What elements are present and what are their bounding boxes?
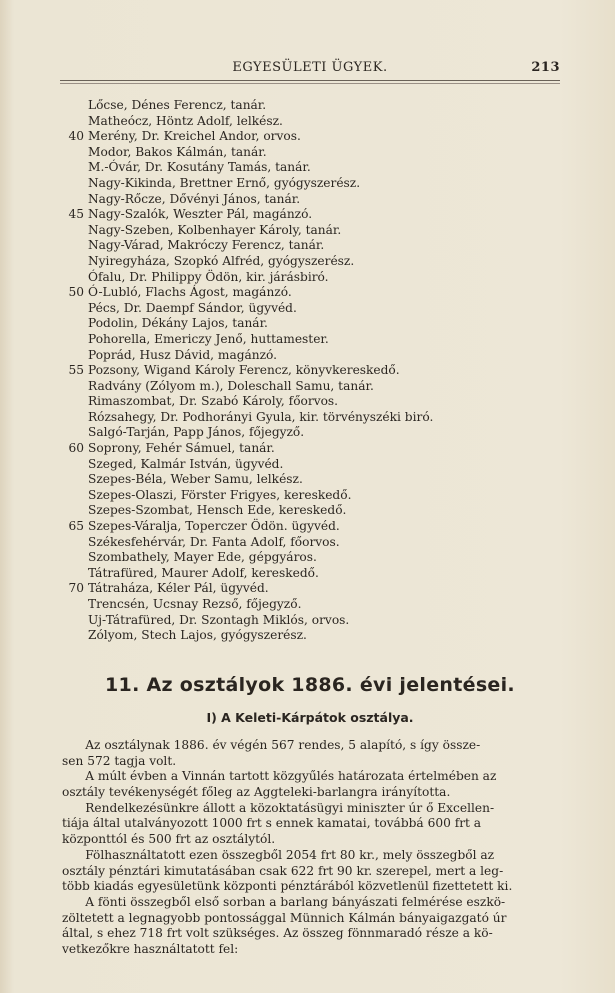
member-entry: Modor, Bakos Kálmán, tanár. <box>88 144 267 159</box>
member-entry: Tátrafüred, Maurer Adolf, kereskedő. <box>88 565 319 580</box>
member-row <box>54 114 554 130</box>
member-row <box>54 270 554 286</box>
member-row <box>54 223 554 239</box>
member-row <box>54 550 554 566</box>
line-number: 70 <box>68 581 84 596</box>
line-number: 60 <box>68 441 84 456</box>
member-row <box>54 457 554 473</box>
paragraph-line: Az osztálynak 1886. év végén 567 rendes, 5 alapító, s így össze- <box>62 738 481 752</box>
member-entry: Szepes-Olaszi, Förster Frigyes, kereskedő. <box>88 487 352 502</box>
member-entry: Tátraháza, Kéler Pál, ügyvéd. <box>88 581 269 596</box>
paragraph-line: központtól és 500 frt az osztálytól. <box>62 832 276 847</box>
member-entry: Ófalu, Dr. Philippy Ödön, kir. járásbiró. <box>88 269 329 284</box>
paragraph-line: zöltetett a legnagyobb pontossággal Münnich Kálmán bányaigazgató úr <box>62 910 507 925</box>
member-entry: Lőcse, Dénes Ferencz, tanár. <box>88 98 267 112</box>
member-entry: Nagy-Kikinda, Brettner Ernő, gyógyszerész. <box>88 175 361 190</box>
paragraph-line: Fölhasználtatott ezen összegből 2054 frt 80 kr., mely összegből az <box>62 847 495 862</box>
page-number: 213 <box>531 60 560 75</box>
member-entry: Trencsén, Ucsnay Rezső, főjegyző. <box>88 597 302 611</box>
member-entry: Uj-Tátrafüred, Dr. Szontagh Miklós, orvos. <box>88 612 350 627</box>
member-entry: Pohorella, Emericzy Jenő, huttamester. <box>88 331 329 346</box>
line-number: 55 <box>68 363 84 378</box>
member-list <box>54 98 554 644</box>
member-entry: Salgó-Tarján, Papp János, főjegyző. <box>88 425 305 440</box>
paragraph-line: tiája által utalványozott 1000 frt s ennek kamatai, továbbá 600 frt a <box>62 816 482 831</box>
report-paragraphs <box>62 738 558 958</box>
member-row <box>54 394 554 410</box>
member-entry: Nagy-Várad, Makróczy Ferencz, tanár. <box>88 238 325 253</box>
member-row <box>54 379 554 395</box>
member-entry: Szeged, Kalmár István, ügyvéd. <box>88 456 284 471</box>
member-entry: Szepes-Szombat, Hensch Ede, kereskedő. <box>88 503 347 518</box>
member-row <box>54 535 554 551</box>
line-number: 45 <box>68 207 84 222</box>
member-entry: Pécs, Dr. Daempf Sándor, ügyvéd. <box>88 300 297 315</box>
paragraph-line: A fönti összegből első sorban a barlang bányászati felmérése eszkö- <box>62 894 506 909</box>
member-row <box>54 238 554 254</box>
member-row <box>54 363 554 379</box>
member-row <box>54 566 554 582</box>
paragraph-line: vetkezőkre használtatott fel: <box>62 941 239 956</box>
paragraph-line: osztály tevékenységét főleg az Aggteleki-barlangra irányította. <box>62 785 451 800</box>
paragraph-line: több kiadás egyesületünk központi pénztárából közvetlenül fizettetett ki. <box>62 879 513 894</box>
member-entry: Rózsahegy, Dr. Podhorányi Gyula, kir. törvényszéki biró. <box>88 409 434 424</box>
paragraph-line: osztály pénztári kimutatásában csak 622 frt 90 kr. szerepel, mert a leg- <box>62 863 504 878</box>
member-row <box>54 425 554 441</box>
member-entry: Zólyom, Stech Lajos, gyógyszerész. <box>88 628 307 643</box>
member-row <box>54 488 554 504</box>
member-entry: Ó-Lubló, Flachs Ágost, magánzó. <box>88 285 292 300</box>
member-entry: Szepes-Váralja, Toperczer Ödön. ügyvéd. <box>88 519 340 534</box>
member-entry: Pozsony, Wigand Károly Ferencz, könyvkereskedő. <box>88 363 400 378</box>
section-title: 11. Az osztályok 1886. évi jelentései. <box>105 674 515 696</box>
header-rule <box>60 80 560 84</box>
member-entry: Matheócz, Höntz Adolf, lelkész. <box>88 113 283 128</box>
member-row <box>54 207 554 223</box>
subsection-title: I) A Keleti-Kárpátok osztálya. <box>206 710 414 725</box>
paragraph-line: Rendelkezésünkre állott a közoktatásügyi miniszter úr ő Excellen- <box>62 800 495 815</box>
member-entry: Soprony, Fehér Sámuel, tanár. <box>88 441 275 456</box>
member-row <box>54 597 554 613</box>
member-entry: Nyiregyháza, Szopkó Alfréd, gyógyszerész. <box>88 253 355 268</box>
member-entry: Nagy-Szalók, Weszter Pál, magánzó. <box>88 207 313 222</box>
paragraph-line: A múlt évben a Vinnán tartott közgyűlés határozata értelmében az <box>62 769 497 784</box>
member-entry: Nagy-Rőcze, Dővényi János, tanár. <box>88 191 301 206</box>
member-entry: Podolin, Dékány Lajos, tanár. <box>88 316 268 331</box>
running-title: EGYESÜLETI ÜGYEK. <box>232 60 388 75</box>
member-row <box>54 503 554 519</box>
member-entry: Szepes-Béla, Weber Samu, lelkész. <box>88 472 303 487</box>
member-entry: Nagy-Szeben, Kolbenhayer Károly, tanár. <box>88 222 342 237</box>
member-entry: Rimaszombat, Dr. Szabó Károly, főorvos. <box>88 394 339 409</box>
member-row <box>54 301 554 317</box>
member-row <box>54 98 554 114</box>
member-entry: Székesfehérvár, Dr. Fanta Adolf, főorvos. <box>88 534 340 549</box>
member-row <box>54 285 554 301</box>
line-number: 65 <box>68 519 84 534</box>
member-row <box>54 613 554 629</box>
member-row <box>54 628 554 644</box>
member-row <box>54 192 554 208</box>
member-row <box>54 176 554 192</box>
member-row <box>54 472 554 488</box>
member-row <box>54 581 554 597</box>
member-row <box>54 316 554 332</box>
member-row <box>54 410 554 426</box>
member-entry: Radvány (Zólyom m.), Doleschall Samu, tanár. <box>88 378 374 393</box>
member-entry: Merény, Dr. Kreichel Andor, orvos. <box>88 129 301 144</box>
member-row <box>54 441 554 457</box>
running-header <box>60 60 560 80</box>
line-number: 40 <box>68 129 84 144</box>
member-row <box>54 519 554 535</box>
paragraph-line: sen 572 tagja volt. <box>62 753 177 768</box>
line-number: 50 <box>68 285 84 300</box>
member-row <box>54 160 554 176</box>
member-row <box>54 145 554 161</box>
member-entry: Poprád, Husz Dávid, magánzó. <box>88 347 278 362</box>
member-entry: M.-Óvár, Dr. Kosutány Tamás, tanár. <box>88 160 311 175</box>
member-row <box>54 129 554 145</box>
paragraph-line: által, s ehez 718 frt volt szükséges. Az összeg fönnmaradó része a kö- <box>62 926 493 941</box>
member-entry: Szombathely, Mayer Ede, gépgyáros. <box>88 550 317 565</box>
member-row <box>54 332 554 348</box>
member-row <box>54 348 554 364</box>
member-row <box>54 254 554 270</box>
